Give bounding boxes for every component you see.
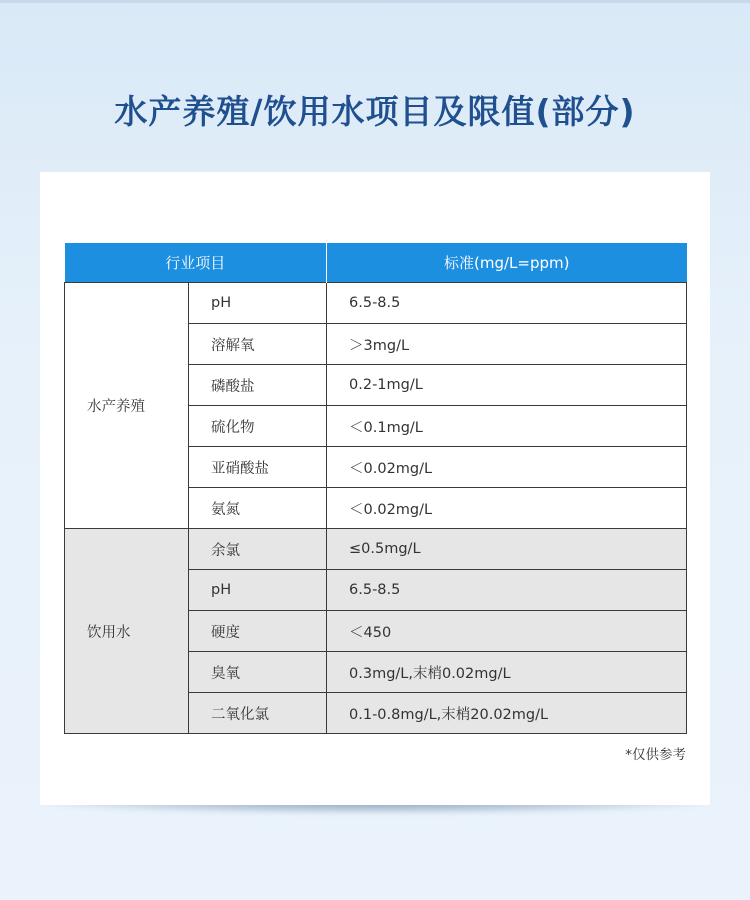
table-card <box>40 172 710 805</box>
value-cell: 6.5-8.5 <box>327 283 687 324</box>
table-header-row <box>65 243 687 283</box>
value-cell: ＜0.02mg/L <box>327 447 687 488</box>
value-cell: ≤0.5mg/L <box>327 529 687 570</box>
limits-table <box>64 243 687 734</box>
page-title: 水产养殖/饮用水项目及限值(部分) <box>114 92 636 131</box>
item-cell: 硫化物 <box>189 406 327 447</box>
item-cell: 溶解氧 <box>189 324 327 365</box>
item-cell: pH <box>189 570 327 611</box>
reference-note: *仅供参考 <box>625 747 686 763</box>
header-industry-item: 行业项目 <box>65 243 327 283</box>
top-divider <box>0 0 750 3</box>
value-cell: ＜0.02mg/L <box>327 488 687 529</box>
value-cell: ＞3mg/L <box>327 324 687 365</box>
value-cell: ＜0.1mg/L <box>327 406 687 447</box>
item-cell: 磷酸盐 <box>189 365 327 406</box>
value-cell: ＜450 <box>327 611 687 652</box>
header-standard: 标准(mg/L=ppm) <box>327 243 687 283</box>
value-cell: 0.2-1mg/L <box>327 365 687 406</box>
group-aquaculture: 水产养殖 <box>65 283 189 529</box>
value-cell: 0.1-0.8mg/L,末梢20.02mg/L <box>327 693 687 734</box>
value-cell: 6.5-8.5 <box>327 570 687 611</box>
item-cell: 氨氮 <box>189 488 327 529</box>
item-cell: 硬度 <box>189 611 327 652</box>
group-drinking-water: 饮用水 <box>65 529 189 734</box>
item-cell: 臭氧 <box>189 652 327 693</box>
item-cell: 亚硝酸盐 <box>189 447 327 488</box>
value-cell: 0.3mg/L,末梢0.02mg/L <box>327 652 687 693</box>
table-row <box>65 283 687 324</box>
item-cell: pH <box>189 283 327 324</box>
item-cell: 二氧化氯 <box>189 693 327 734</box>
item-cell: 余氯 <box>189 529 327 570</box>
table-row <box>65 529 687 570</box>
